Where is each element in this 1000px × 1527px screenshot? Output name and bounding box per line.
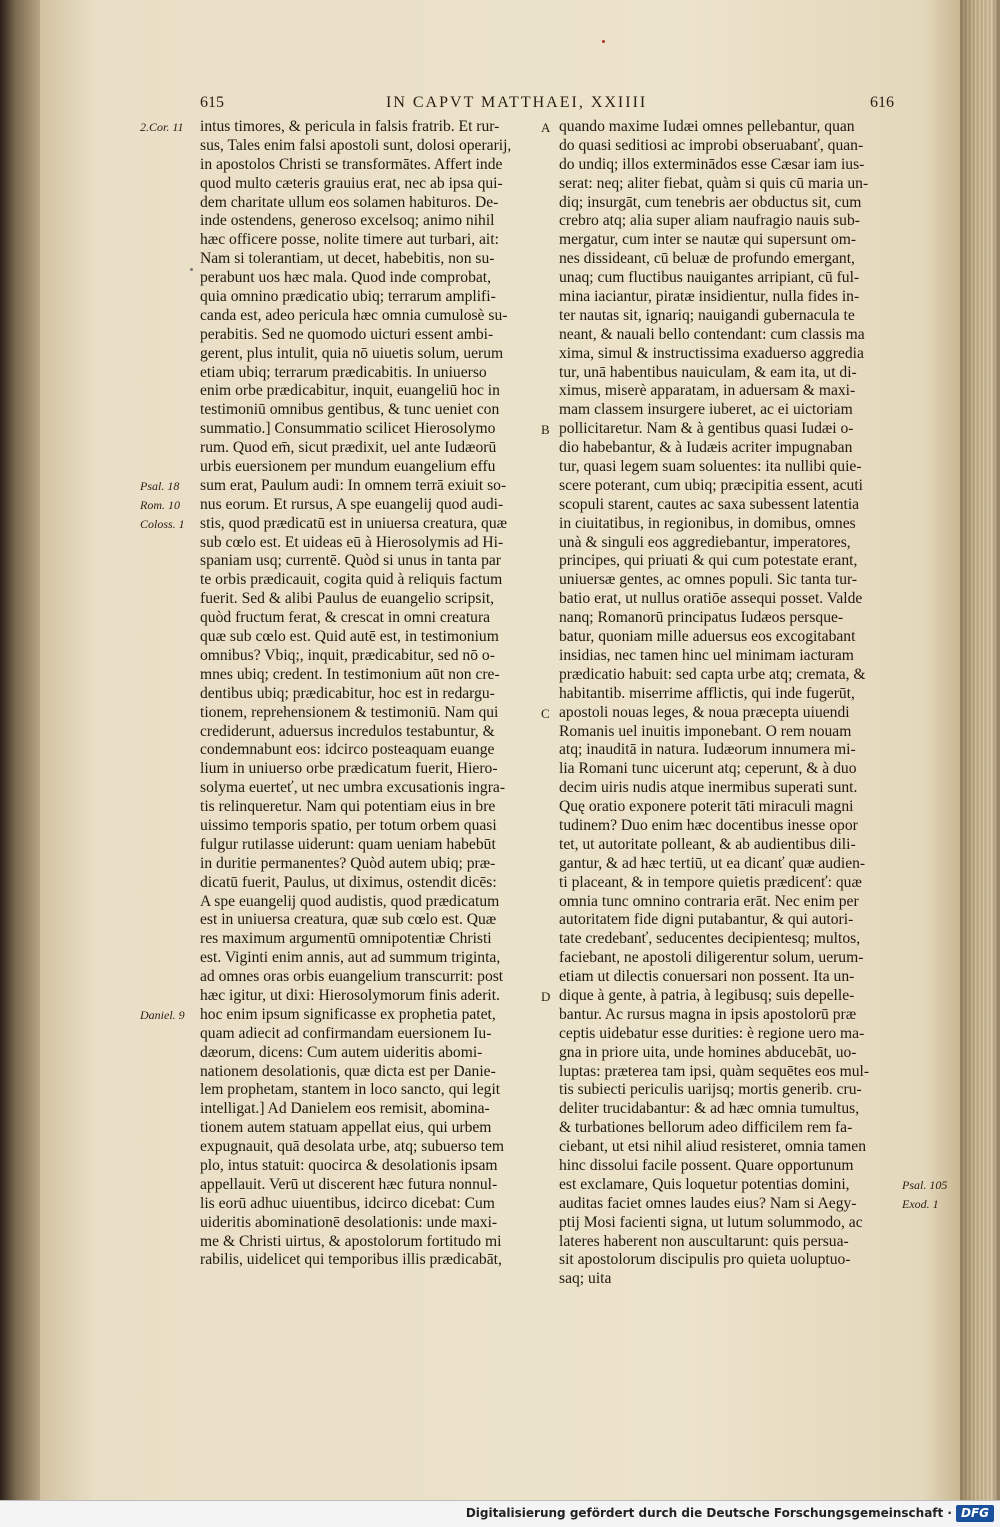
left-column-line: nus eorum. Et rursus, A spe euangelij quod audi-: [200, 495, 504, 513]
right-column-line: gna in priore uita, unde homines abducebāt, uo-: [559, 1043, 857, 1061]
right-column-line: nes dissideant, cū beluæ de profundo emergant,: [559, 250, 855, 268]
left-column-line: hæc igitur, ut dixi: Hierosolymorum finis aderit.: [200, 986, 500, 1004]
left-column-line: expugnauit, quā desolata urbe, atq; subuerso tem: [200, 1138, 504, 1156]
right-column-line: sit apostolorum discipulis pro quieta uoluptuo-: [559, 1251, 851, 1269]
right-column-line: ptij Mosi facienti signa, ut lutum solummodo, ac: [559, 1213, 863, 1231]
left-column-line: dæorum, dicens: Cum autem uideritis abomi-: [200, 1043, 483, 1061]
left-column-line: te orbis prædicauit, cogita quid à reliquis factum: [200, 571, 503, 589]
right-column-line: etiam ut dilectis conuersari non possent. Ita un-: [559, 968, 855, 986]
left-column-line: rabilis, uidelicet qui temporibus illis prædicabāt,: [200, 1251, 502, 1269]
left-column-line: hæc officere posse, nolite timere aut turbari, ait:: [200, 231, 499, 249]
right-column-line: saq; uita: [559, 1270, 612, 1288]
right-column-line: tate credebanť, seducentes decipientesq; multos,: [559, 930, 861, 948]
left-column-line: ad omnes oras orbis euangelium transcurrit: post: [200, 968, 504, 986]
left-column-line: lis eorū adhuc uiuentibus, idcirco dicebat: Cum: [200, 1194, 495, 1212]
margin-reference-right: Psal. 105: [902, 1178, 948, 1193]
right-column-line: batur, quoniam mille aduersus eos excogitabant: [559, 628, 856, 646]
right-column-line: autoritatem fide digni putabantur, & qui autori-: [559, 911, 854, 929]
left-column-line: sus, Tales enim falsi apostoli sunt, dolosi operarij,: [200, 136, 512, 154]
left-column-line: crediderunt, aduersus incredulos testabuntur, &: [200, 722, 495, 740]
right-column-line: Quę oratio exponere poterit tāti miraculi magni: [559, 798, 854, 816]
right-column-line: est exclamare, Quis loquetur potentias domini,: [559, 1175, 850, 1193]
left-column-line: intelligat.] Ad Danielem eos remisit, abomina-: [200, 1100, 490, 1118]
left-column-line: lium in uniuerso orbe prædicatum fuerit, Hiero-: [200, 760, 498, 778]
right-column-line: insidias, nec tamen hinc uel minimam iacturam: [559, 646, 854, 664]
left-column-line: dicatū fuerit, Paulus, ut diximus, ostendit dicēs:: [200, 873, 497, 891]
book-page: [40, 0, 960, 1500]
left-column-line: rum. Quod em̄, sicut prædixit, uel ante Iudæorū: [200, 439, 497, 457]
right-column-line: unà & singuli eos aggrediebantur, imperatores,: [559, 533, 851, 551]
left-column-line: quia omnino prædicatio ubiq; terrarum amplifi-: [200, 288, 496, 306]
right-column-line: luptas: præterea tam ipsi, quàm sequētes eos mul-: [559, 1062, 870, 1080]
right-column-line: dique à gente, à patria, à legibusq; suis depelle-: [559, 986, 855, 1004]
right-column-line: ti placeant, & in tempore quietis prædicenť: quæ: [559, 873, 862, 891]
right-column-line: diq; insurgāt, cum tenebris aer obductus sit, cum: [559, 193, 862, 211]
right-column-line: uniuersæ gentes, ac omnes populi. Sic tanta tur-: [559, 571, 858, 589]
running-title: IN CAPVT MATTHAEI, XXIIII: [386, 94, 648, 111]
right-column-line: mam classem insurgere iuberet, ac ei uictoriam: [559, 401, 853, 419]
right-column-line: mina iaciantur, piratæ insidientur, nulla fides in-: [559, 288, 860, 306]
left-column-line: quòd fructum ferat, & crescat in omni creatura: [200, 609, 491, 627]
left-column-line: intus timores, & pericula in falsis fratrib. Et rur-: [200, 118, 500, 135]
dfg-logo: DFG: [956, 1505, 994, 1522]
left-column-line: mnes ubiq; credent. In testimonium aūt non cre-: [200, 665, 500, 683]
left-column-line: testimoniū omnibus gentibus, & tunc ueniet con: [200, 401, 500, 419]
left-text-column: [200, 118, 578, 1270]
left-column-line: tionem, reprehensionem & testimoniū. Nam qui: [200, 703, 499, 721]
left-column-line: perabunt uos hæc mala. Quod inde comprobat,: [200, 269, 492, 287]
left-column-line: in apostolos Christi se transformātes. Affert inde: [200, 155, 503, 173]
page-number-right: 616: [870, 94, 894, 111]
section-letter: B: [541, 422, 550, 438]
right-column-line: tis subiecti periculis uarijsq; mortis generib. cru-: [559, 1081, 862, 1099]
left-column-line: quam adiecit ad confirmandam euersionem Iu-: [200, 1024, 492, 1042]
page-number-left: 615: [200, 94, 224, 111]
left-column-line: tionem autem statuam appellat eius, qui urbem: [200, 1119, 492, 1137]
left-column-line: condemnabunt eos: idcirco posteaquam euange: [200, 741, 495, 759]
left-column-line: appellauit. Verū ut discerent hæc futura nonnul-: [200, 1175, 498, 1193]
footer-bar: [0, 1500, 1000, 1527]
right-column-line: serat: neq; aliter fiebat, quàm si quis cū maria un-: [559, 174, 869, 192]
left-column-line: me & Christi uirtus, & apostolorum fortitudo mi: [200, 1232, 502, 1250]
left-column-line: perabitis. Sed ne quomodo uicturi essent ambi-: [200, 325, 494, 343]
right-column-line: nanq; Romanorū principatus Iudæos persque-: [559, 609, 844, 627]
left-column-line: Nam si tolerantiam, ut decet, habebitis, non su-: [200, 250, 495, 268]
left-column-line: est. Viginti enim annis, aut ad summum triginta,: [200, 949, 501, 967]
margin-reference-left: 2.Cor. 11: [140, 120, 184, 134]
left-column-line: dentibus ubiq; prædicabitur, hoc est in redargu-: [200, 684, 495, 702]
left-column-line: plo, intus statuit: quocirca & desolationis ipsam: [200, 1156, 498, 1174]
left-column-line: fulgur rutilasse uiderunt: quam ueniam habebūt: [200, 835, 496, 853]
right-column-line: lia Romani tunc uicerunt atq; ceperunt, & à duo: [559, 760, 857, 778]
right-column-line: tudinem? Duo enim hæc docentibus inesse opor: [559, 816, 858, 834]
left-column-line: tis relinqueretur. Nam qui potentiam eius in bre: [200, 798, 496, 816]
left-column-line: omnibus? Vbiq;, inquit, prædicabitur, sed nō o-: [200, 646, 495, 664]
section-letter: D: [541, 989, 551, 1005]
margin-reference-right: Exod. 1: [902, 1197, 939, 1212]
left-column-line: fuerit. Sed & alibi Paulus de euangelio scripsit,: [200, 590, 495, 608]
left-column-line: stis, quod prædicatū est in uniuersa creatura, quæ: [200, 514, 508, 532]
left-column-line: gerent, plus intulit, quia nō uiuetis solum, uerum: [200, 344, 504, 362]
right-column-line: in ciuitatibus, in regionibus, in domibus, omnes: [559, 514, 856, 532]
ink-mark: [602, 40, 605, 43]
margin-reference-left: Daniel. 9: [140, 1008, 185, 1023]
right-text-column: [559, 118, 957, 1289]
right-column-line: scopuli starent, cautes ac saxa subessent latentia: [559, 495, 860, 513]
right-column-line: mergatur, cum inter se nautæ qui supersunt om-: [559, 231, 857, 249]
right-column-line: gantur, & ad hæc tertiū, ut ea dicanť quæ audien-: [559, 854, 866, 872]
left-column-line: quod multo cæteris grauius erat, nec ab ipsa qui-: [200, 174, 503, 192]
left-column-line: spaniam usq; currentē. Quòd si unus in tanta par: [200, 552, 501, 570]
right-column-line: decim uiris nudis atque inermibus superati sunt.: [559, 779, 858, 797]
left-column-line: summatio.] Consummatio scilicet Hierosolymo: [200, 420, 496, 438]
right-column-line: ceptis uidebatur esse durities: è regione uero ma-: [559, 1024, 865, 1042]
section-letter: C: [541, 705, 550, 721]
left-column-line: lem prophetam, stantem in loco sancto, qui legit: [200, 1081, 501, 1099]
right-column-line: quando maxime Iudæi omnes pellebantur, quan: [559, 118, 855, 135]
left-column-line: est in uniuersa creatura, quæ sub cœlo est. Quæ: [200, 911, 497, 929]
binding-gutter: [0, 0, 40, 1526]
right-column-line: dio habebantur, & à Iudæis acriter impugnaban: [559, 439, 853, 457]
right-column-line: neant, & nauali bello contendant: cum classis ma: [559, 325, 865, 343]
page-edge-stack: [960, 0, 1000, 1500]
right-column-line: auditas faciet omnes laudes eius? Nam si Aegy-: [559, 1194, 857, 1212]
right-column-line: bantur. Ac rursus magna in ipsis apostolorū præ: [559, 1005, 857, 1023]
right-column-line: unaq; cum fluctibus nauigantes arripiant, cū ful-: [559, 269, 860, 287]
left-column-line: canda est, adeo pericula hæc omnia cumulosè su-: [200, 306, 508, 324]
left-column-line: urbis euersionem per mundum euangelium effu: [200, 458, 496, 476]
right-column-line: Romanis uel inuitis imponebant. O rem nouam: [559, 722, 852, 740]
right-column-line: omnia tunc omnino contraria erāt. Nec enim per: [559, 892, 859, 910]
left-column-line: in duritie permanentes? Quòd autem ubiq; præ-: [200, 854, 496, 872]
right-column-line: apostoli nouas leges, & noua præcepta uiuendi: [559, 703, 850, 721]
left-column-line: nationem desolationis, quæ dicta est per Danie-: [200, 1062, 496, 1080]
right-column-line: xima, simul & instructissima exaduerso aggredia: [559, 344, 864, 362]
section-letter: A: [541, 120, 551, 135]
left-column-line: A spe euangelij quod audistis, quod prædicatum: [200, 892, 500, 910]
left-column-line: uissimo temporis spatio, per totum orbem quasi: [200, 816, 497, 834]
right-column-line: tet, ut autoritate polleant, & ab audientibus dili-: [559, 835, 856, 853]
right-column-line: faciebant, ne apostoli diligerentur solum, uerum-: [559, 949, 864, 967]
ink-mark: [190, 268, 193, 271]
right-column-line: atq; inauditā in natura. Iudæorum innumera mi-: [559, 741, 856, 759]
right-column-line: deliter trucidabantur: & ad hæc omnia tumultus,: [559, 1100, 860, 1118]
left-column-line: dem charitate ullum eos solamen habituros. De-: [200, 193, 499, 211]
right-column-line: ximus, miserè apparatam, in aduersam & maxi-: [559, 382, 856, 400]
right-column-line: ciebant, ut etsi nihil aliud resisteret, omnia tamen: [559, 1138, 867, 1156]
left-column-line: quæ sub cœlo est. Quid autē est, in testimonium: [200, 628, 499, 646]
footer-credit: Digitalisierung gefördert durch die Deutsche Forschungsgemeinschaft ·: [465, 1506, 952, 1520]
right-column-line: pollicitaretur. Nam & à gentibus quasi Iudæi o-: [559, 420, 854, 438]
left-column-line: solyma euerteť, ut nec umbra excusationis ingra-: [200, 779, 506, 797]
right-column-line: crebro atq; alia super aliam naufragio nauis sub-: [559, 212, 860, 230]
right-column-line: batio erat, ut nullus oratiōe assequi posset. Valde: [559, 590, 863, 608]
left-column-line: etiam ubiq; terrarum prædicabitis. In uniuerso: [200, 363, 487, 381]
left-column-line: hoc enim ipsum significasse ex prophetia patet,: [200, 1005, 496, 1023]
right-column-line: principes, qui priuati & qui cum potestate erant,: [559, 552, 858, 570]
right-column-line: do undiq; illos exterminādos esse Cæsar iam ius-: [559, 155, 865, 173]
right-column-line: do quasi seditiosi ac improbi obseruabanť, quan-: [559, 136, 864, 154]
left-column-line: inde ostendens, generoso excelsoq; animo nihil: [200, 212, 495, 230]
left-column-line: sum erat, Paulum audi: In omnem terrā exiuit so-: [200, 476, 507, 494]
right-column-line: & turbationes bellorum adeo difficilem rem fa-: [559, 1119, 853, 1137]
left-column-line: res maximum argumentū omnipotentiæ Christi: [200, 930, 492, 948]
right-column-line: ter nautas sit, ignariq; nauigandi gubernacula te: [559, 306, 855, 324]
left-column-line: enim orbe prædicabitur, inquit, euangeliū hoc in: [200, 382, 500, 400]
right-column-line: scere poterant, cum ubiq; præcipitia essent, acuti: [559, 476, 863, 494]
margin-reference-left: Psal. 18: [140, 479, 180, 494]
right-column-line: tur, quasi legem suam soluentes: ita nullibi quie-: [559, 458, 862, 476]
right-column-line: habitantib. miserrime afflictis, qui inde fugerūt,: [559, 684, 855, 702]
left-column-line: sub cœlo est. Et uideas eū à Hierosolymis ad Hi-: [200, 533, 504, 551]
margin-reference-left: Rom. 10: [140, 498, 180, 512]
right-column-line: lateres haberent non auscultarunt: quis persua-: [559, 1232, 849, 1250]
left-column-line: uideritis abominationē desolationis: unde maxi-: [200, 1213, 498, 1231]
right-column-line: prædicatio habuit: sed capta urbe atq; cremata, &: [559, 665, 866, 683]
right-column-line: hinc dissolui facile possent. Quare opportunum: [559, 1156, 854, 1174]
right-column-line: tur, unā habentibus nauiculam, & eam ita, ut di-: [559, 363, 857, 381]
margin-reference-left: Coloss. 1: [140, 516, 185, 531]
